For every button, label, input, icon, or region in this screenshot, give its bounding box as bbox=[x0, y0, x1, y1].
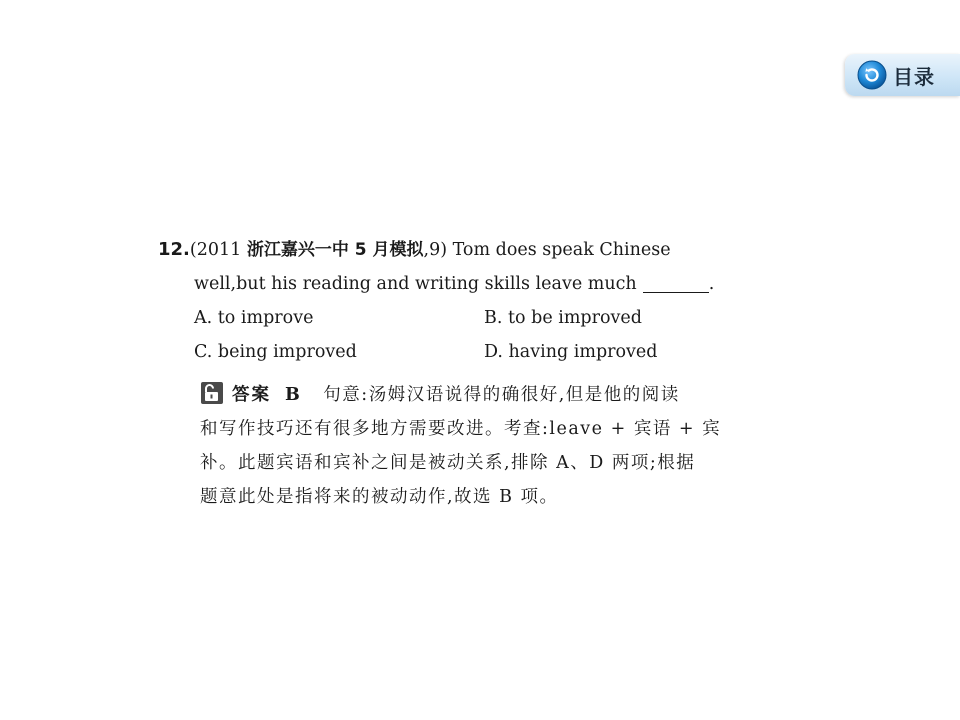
explanation-line-2: 和写作技巧还有很多地方需要改进。考查:leave + 宾语 + 宾 bbox=[200, 419, 722, 439]
question-text-1: Tom does speak Chinese bbox=[452, 240, 671, 260]
question-number: 12. bbox=[158, 239, 190, 260]
answer-line-1 bbox=[200, 378, 810, 412]
question-line-2 bbox=[158, 267, 808, 301]
option-b[interactable]: B. to be improved bbox=[484, 308, 642, 328]
question-source-open: (2011 bbox=[189, 240, 247, 260]
answer-blank bbox=[643, 270, 709, 293]
explanation-line-4: 题意此处是指将来的被动动作,故选 B 项。 bbox=[200, 487, 559, 507]
question-source: 浙江嘉兴一中 5 月模拟 bbox=[246, 240, 424, 260]
toc-button[interactable] bbox=[845, 54, 960, 96]
options-row-1 bbox=[158, 301, 808, 335]
answer-block bbox=[200, 378, 810, 514]
toc-label: 目录 bbox=[893, 64, 935, 89]
question-line-1 bbox=[158, 233, 808, 267]
explanation-line-1: 句意:汤姆汉语说得的确很好,但是他的阅读 bbox=[323, 385, 680, 405]
question-block bbox=[158, 233, 808, 369]
answer-label: 答案 bbox=[232, 385, 271, 405]
option-d[interactable]: D. having improved bbox=[484, 342, 658, 362]
option-a[interactable]: A. to improve bbox=[194, 308, 314, 328]
question-text-end: . bbox=[708, 274, 715, 294]
options-row-2 bbox=[158, 335, 808, 369]
question-source-close: ,9) bbox=[423, 240, 448, 260]
answer-key: B bbox=[285, 385, 302, 405]
option-c[interactable]: C. being improved bbox=[194, 342, 357, 362]
explanation-line-3: 补。此题宾语和宾补之间是被动关系,排除 A、D 两项;根据 bbox=[200, 453, 696, 473]
question-text-2: well,but his reading and writing skills leave much bbox=[194, 274, 637, 294]
refresh-circle-icon bbox=[857, 60, 887, 90]
lock-open-icon bbox=[200, 381, 224, 405]
